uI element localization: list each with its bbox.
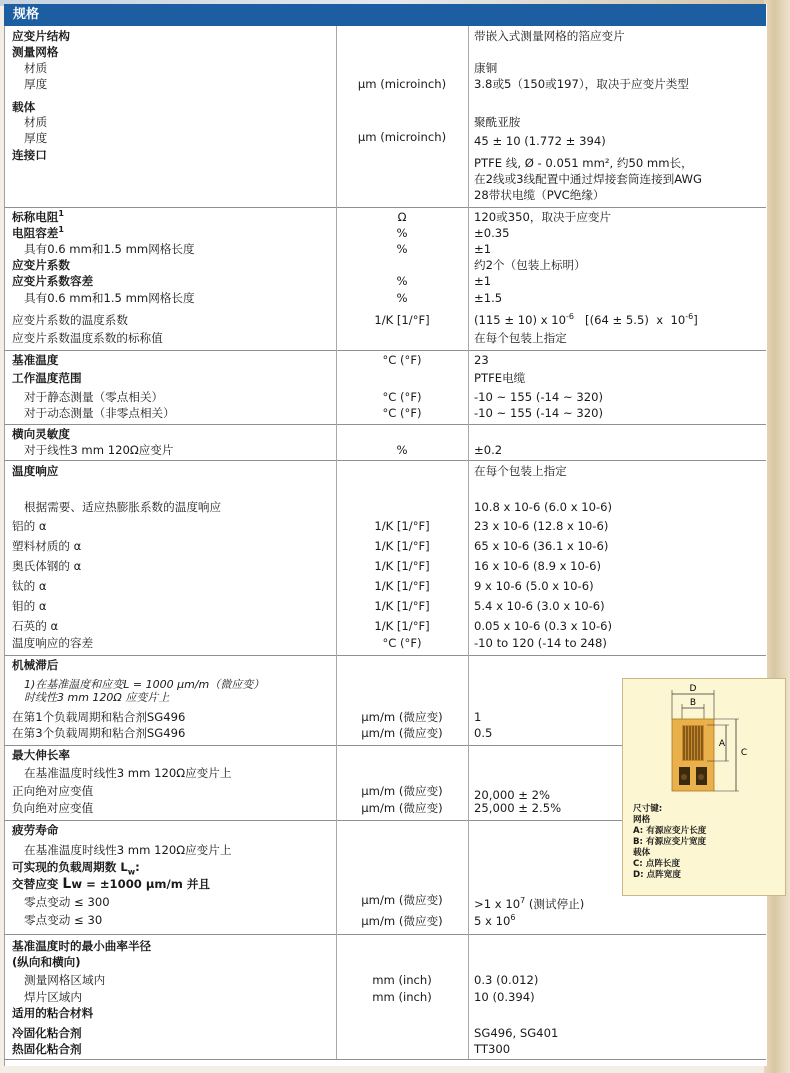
row-label: 奥氏体钢的 α	[12, 559, 82, 573]
row-label: 最大伸长率	[12, 748, 70, 762]
row-label: 工作温度范围	[12, 371, 82, 385]
row-label: 对于动态测量（非零点相关）	[24, 406, 175, 420]
row-label: 基准温度	[12, 353, 59, 367]
section-temp-response	[4, 460, 766, 656]
row-value: 5 x $10^6$	[474, 913, 516, 928]
dim-label-a: A	[718, 739, 726, 749]
row-unit: 1/K [1/°F]	[374, 559, 430, 573]
row-label: 热固化粘合剂	[12, 1042, 82, 1056]
dim-label-b: B	[689, 698, 697, 708]
row-unit: mm (inch)	[372, 973, 432, 987]
row-label: 具有0.6 mm和1.5 mm网格长度	[24, 291, 195, 305]
row-value: 0.5	[474, 726, 493, 740]
row-label: 根据需要、适应热膨胀系数的温度响应	[24, 500, 222, 514]
row-unit: mm (inch)	[372, 990, 432, 1004]
row-unit: μm/m (微应变)	[361, 784, 443, 798]
row-label: 石英的 α	[12, 619, 59, 633]
row-value: 23 x 10-6 (12.8 x 10-6)	[474, 519, 609, 533]
row-label: 在第3个负载周期和粘合剂SG496	[12, 726, 186, 740]
row-value: 28带状电缆（PVC绝缘）	[474, 188, 605, 202]
row-value: -10 ~ 155 (-14 ~ 320)	[474, 406, 604, 420]
row-unit: %	[396, 274, 408, 288]
row-unit: μm/m (微应变)	[361, 726, 443, 740]
row-label: 疲劳寿命	[12, 823, 59, 837]
row-note: 1)在基准温度和应变L = 1000 μm/m（微应变）	[24, 678, 265, 691]
dim-label-c: C	[740, 748, 748, 758]
row-label: 应变片系数的温度系数	[12, 313, 128, 327]
legend-line: C: 点阵长度	[633, 859, 681, 869]
row-unit: 1/K [1/°F]	[374, 519, 430, 533]
row-label: 载体	[12, 100, 36, 114]
section-resistance	[4, 207, 766, 351]
row-value: 1	[474, 710, 482, 724]
row-label: 材质	[24, 61, 48, 75]
row-value: ±1	[474, 274, 492, 288]
row-label: 横向灵敏度	[12, 427, 70, 441]
row-value: 康铜	[474, 61, 498, 75]
row-value: -10 to 120 (-14 to 248)	[474, 636, 607, 650]
dimension-legend	[633, 804, 706, 881]
row-value: 带嵌入式测量网格的箔应变片	[474, 29, 625, 43]
row-label: 标称电阻$^1$	[12, 209, 64, 224]
row-unit: %	[396, 242, 408, 256]
row-label: 钼的 α	[12, 599, 47, 613]
row-value: >1 x $10^7$ (测试停止)	[474, 896, 585, 911]
row-unit: μm/m (微应变)	[361, 893, 443, 907]
row-unit: 1/K [1/°F]	[374, 599, 430, 613]
row-label: 厚度	[24, 77, 48, 91]
row-label: 温度响应的容差	[12, 636, 94, 650]
legend-line: D: 点阵宽度	[633, 870, 681, 880]
legend-line: 网格	[633, 815, 651, 825]
row-label: 正向绝对应变值	[12, 784, 94, 798]
row-label: (纵向和横向)	[12, 955, 81, 969]
row-unit: μm/m (微应变)	[361, 801, 443, 815]
row-unit: %	[396, 443, 408, 457]
row-label: 在基准温度时线性3 mm 120Ω应变片上	[24, 766, 232, 780]
row-value: 0.3 (0.012)	[474, 973, 539, 987]
row-note: 时线性3 mm 120Ω 应变片上	[24, 691, 170, 704]
row-value: PTFE 线, Ø - 0.051 mm², 约50 mm长，	[474, 156, 693, 170]
row-label: 钛的 α	[12, 579, 47, 593]
row-unit: μm (microinch)	[357, 77, 447, 91]
row-value: 120或350，取决于应变片	[474, 210, 612, 224]
row-unit: %	[396, 226, 408, 240]
row-value: (115 ± 10) x $10^{-6}$ [(64 ± 5.5) x $10^{-6}$]	[474, 312, 698, 327]
row-label: 可实现的负载周期数 $L_w$:	[12, 860, 140, 877]
legend-line: B: 有源应变片宽度	[633, 837, 707, 847]
section-transverse	[4, 424, 766, 461]
row-label: 厚度	[24, 131, 48, 145]
row-value: 25,000 ± 2.5%	[474, 801, 562, 815]
row-label: 零点变动 ≤ 30	[24, 913, 103, 927]
row-label: 对于线性3 mm 120Ω应变片	[24, 443, 174, 457]
dim-label-d: D	[689, 684, 697, 694]
row-unit: 1/K [1/°F]	[374, 579, 430, 593]
gauge-dimension-diagram	[622, 678, 786, 896]
row-value: 在每个包装上指定	[474, 331, 567, 345]
row-label: 应变片系数温度系数的标称值	[12, 331, 163, 345]
row-unit: μm/m (微应变)	[361, 710, 443, 724]
row-value: -10 ~ 155 (-14 ~ 320)	[474, 390, 604, 404]
legend-line: 载体	[633, 848, 651, 858]
row-label: 适用的粘合材料	[12, 1006, 94, 1020]
row-value: ±1.5	[474, 291, 503, 305]
row-unit: Ω	[397, 210, 407, 224]
row-label: 应变片系数容差	[12, 274, 94, 288]
row-value: ±0.35	[474, 226, 510, 240]
row-label: 电阻容差$^1$	[12, 225, 64, 240]
row-value: 在2线或3线配置中通过焊接套筒连接到AWG	[474, 172, 702, 186]
row-value: 10.8 x 10-6 (6.0 x 10-6)	[474, 500, 613, 514]
strain-gauge-drawing	[623, 679, 787, 799]
row-value: SG496, SG401	[474, 1026, 559, 1040]
row-unit: 1/K [1/°F]	[374, 313, 430, 327]
row-label: 对于静态测量（零点相关）	[24, 390, 164, 404]
row-label: 测量网格区域内	[24, 973, 106, 987]
section-construction	[4, 26, 766, 208]
row-label: 测量网格	[12, 45, 59, 59]
row-label: 交替应变 Lw = ±1000 μm/m 并且	[12, 876, 211, 892]
row-label: 冷固化粘合剂	[12, 1026, 82, 1040]
row-value: 9 x 10-6 (5.0 x 10-6)	[474, 579, 594, 593]
row-value: 23	[474, 353, 489, 367]
row-label: 基准温度时的最小曲率半径	[12, 939, 152, 953]
row-unit: %	[396, 291, 408, 305]
row-value: ±1	[474, 242, 492, 256]
row-value: 20,000 ± 2%	[474, 788, 551, 802]
row-unit: °C (°F)	[382, 406, 422, 420]
background-right-strip	[764, 0, 790, 1073]
header-title: 规格	[13, 7, 40, 22]
row-label: 应变片结构	[12, 29, 70, 43]
row-label: 负向绝对应变值	[12, 801, 94, 815]
row-label: 连接口	[12, 148, 47, 162]
row-label: 材质	[24, 115, 48, 129]
row-value: 约2个（包装上标明）	[474, 258, 586, 272]
row-label: 应变片系数	[12, 258, 70, 272]
row-value: ±0.2	[474, 443, 503, 457]
row-unit: °C (°F)	[382, 390, 422, 404]
row-label: 在基准温度时线性3 mm 120Ω应变片上	[24, 843, 232, 857]
row-value: 65 x 10-6 (36.1 x 10-6)	[474, 539, 609, 553]
row-label: 焊片区域内	[24, 990, 82, 1004]
row-value: 10 (0.394)	[474, 990, 535, 1004]
row-value: TT300	[474, 1042, 511, 1056]
row-value: 3.8或5（150或197），取决于应变片类型	[474, 77, 689, 91]
row-label: 在第1个负载周期和粘合剂SG496	[12, 710, 186, 724]
row-value: 16 x 10-6 (8.9 x 10-6)	[474, 559, 602, 573]
row-unit: μm (microinch)	[357, 130, 447, 144]
section-curvature	[4, 934, 766, 1060]
row-label: 具有0.6 mm和1.5 mm网格长度	[24, 242, 195, 256]
row-unit: 1/K [1/°F]	[374, 539, 430, 553]
row-value: 5.4 x 10-6 (3.0 x 10-6)	[474, 599, 605, 613]
row-value: 0.05 x 10-6 (0.3 x 10-6)	[474, 619, 613, 633]
row-unit: 1/K [1/°F]	[374, 619, 430, 633]
row-unit: μm/m (微应变)	[361, 914, 443, 928]
row-value: 在每个包装上指定	[474, 464, 567, 478]
row-unit: °C (°F)	[382, 636, 422, 650]
row-value: 聚酰亚胺	[474, 115, 521, 129]
row-label: 铝的 α	[12, 519, 47, 533]
section-header	[4, 4, 766, 26]
row-label: 零点变动 ≤ 300	[24, 895, 110, 909]
row-label: 机械滞后	[12, 658, 59, 672]
row-unit: °C (°F)	[382, 353, 422, 367]
section-temperature	[4, 350, 766, 425]
legend-line: A: 有源应变片长度	[633, 826, 707, 836]
row-label: 温度响应	[12, 464, 59, 478]
row-value: 45 ± 10 (1.772 ± 394)	[474, 134, 606, 148]
legend-title: 尺寸键:	[633, 804, 663, 814]
row-value: PTFE电缆	[474, 371, 526, 385]
row-label: 塑料材质的 α	[12, 539, 82, 553]
